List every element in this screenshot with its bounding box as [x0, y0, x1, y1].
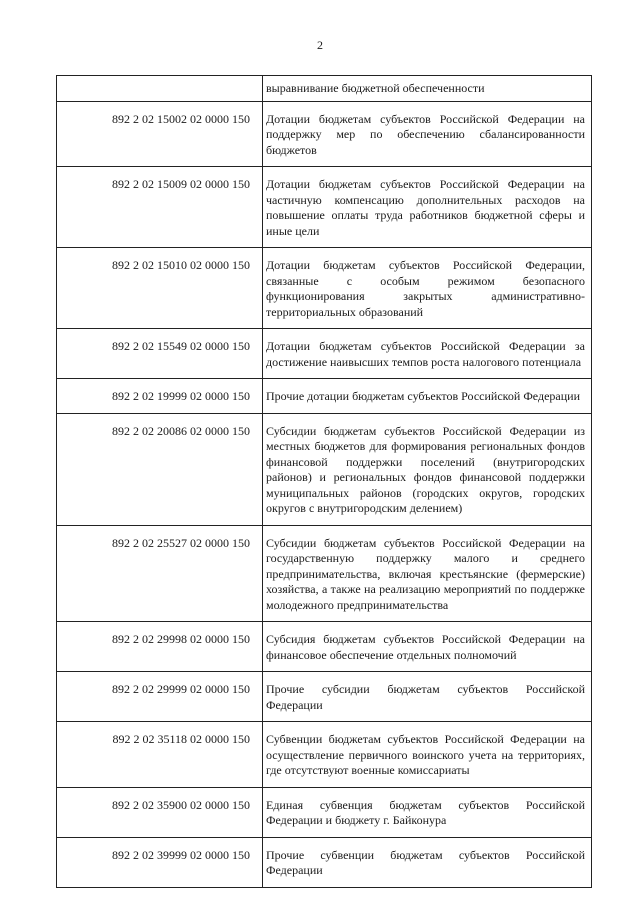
budget-code-cell — [57, 76, 263, 102]
budget-code-cell: 892 2 02 39999 02 0000 150 — [57, 837, 263, 887]
description-cell: выравнивание бюджетной обеспеченности — [263, 76, 592, 102]
table-row — [57, 622, 592, 672]
budget-code-cell: 892 2 02 25527 02 0000 150 — [57, 525, 263, 622]
table-row — [57, 379, 592, 414]
description-cell: Прочие субсидии бюджетам субъектов Российской Федерации — [263, 672, 592, 722]
budget-code-cell: 892 2 02 15009 02 0000 150 — [57, 167, 263, 248]
description-cell: Субвенции бюджетам субъектов Российской Федерации на осуществление первичного воинского учета на территориях, где отсутствуют военные комиссариаты — [263, 722, 592, 788]
description-cell: Дотации бюджетам субъектов Российской Федерации за достижение наивысших темпов роста налогового потенциала — [263, 329, 592, 379]
description-cell: Субсидии бюджетам субъектов Российской Федерации из местных бюджетов для формирования региональных фондов финансовой поддержки поселений (внутригородских районов) и региональных фондов финансовой поддержки муниципальных районов (городских округов, городских округов с внутригородским делением) — [263, 413, 592, 525]
description-cell: Субсидии бюджетам субъектов Российской Федерации на государственную поддержку малого и среднего предпринимательства, включая крестьянские (фермерские) хозяйства, а также на реализацию мероприятий по поддержке молодежного предпринимательства — [263, 525, 592, 622]
table-row — [57, 329, 592, 379]
budget-code-cell: 892 2 02 35900 02 0000 150 — [57, 787, 263, 837]
budget-code-cell: 892 2 02 15010 02 0000 150 — [57, 248, 263, 329]
description-cell: Единая субвенция бюджетам субъектов Российской Федерации и бюджету г. Байконура — [263, 787, 592, 837]
table-row — [57, 787, 592, 837]
table-row — [57, 722, 592, 788]
table-row — [57, 672, 592, 722]
description-cell: Субсидия бюджетам субъектов Российской Федерации на финансовое обеспечение отдельных полномочий — [263, 622, 592, 672]
budget-code-cell: 892 2 02 19999 02 0000 150 — [57, 379, 263, 414]
table-row — [57, 413, 592, 525]
table-row — [57, 76, 592, 102]
budget-code-cell: 892 2 02 35118 02 0000 150 — [57, 722, 263, 788]
budget-code-cell: 892 2 02 29999 02 0000 150 — [57, 672, 263, 722]
description-cell: Дотации бюджетам субъектов Российской Федерации, связанные с особым режимом безопасного функционирования закрытых административно-территориальных образований — [263, 248, 592, 329]
budget-code-cell: 892 2 02 29998 02 0000 150 — [57, 622, 263, 672]
description-cell: Прочие дотации бюджетам субъектов Российской Федерации — [263, 379, 592, 414]
budget-code-cell: 892 2 02 15549 02 0000 150 — [57, 329, 263, 379]
budget-code-cell: 892 2 02 15002 02 0000 150 — [57, 101, 263, 167]
description-cell: Дотации бюджетам субъектов Российской Федерации на частичную компенсацию дополнительных расходов на повышение оплаты труда работников бюджетной сферы и иные цели — [263, 167, 592, 248]
table-row — [57, 167, 592, 248]
description-cell: Дотации бюджетам субъектов Российской Федерации на поддержку мер по обеспечению сбалансированности бюджетов — [263, 101, 592, 167]
table-row — [57, 248, 592, 329]
page-number: 2 — [317, 38, 323, 52]
description-cell: Прочие субвенции бюджетам субъектов Российской Федерации — [263, 837, 592, 887]
table-row — [57, 837, 592, 887]
budget-code-cell: 892 2 02 20086 02 0000 150 — [57, 413, 263, 525]
table-row — [57, 525, 592, 622]
budget-codes-table — [56, 75, 592, 888]
table-row — [57, 101, 592, 167]
